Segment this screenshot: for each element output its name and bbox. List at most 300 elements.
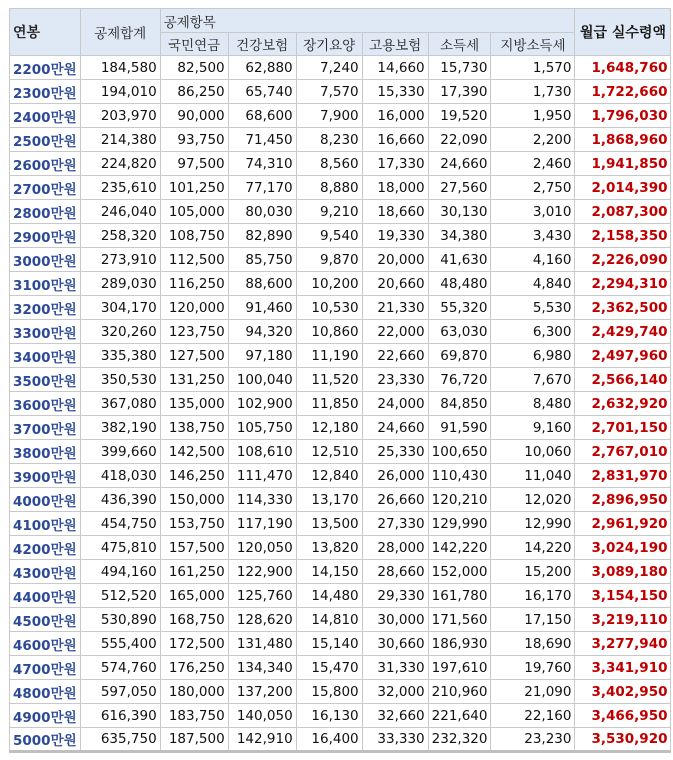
longterm-care-cell: 8,880 xyxy=(296,176,362,200)
table-row xyxy=(10,104,671,128)
salary-cell: 3500만원 xyxy=(10,368,81,392)
salary-cell: 4600만원 xyxy=(10,632,81,656)
local-income-tax-cell: 2,750 xyxy=(491,176,575,200)
header-longterm-care: 장기요양 xyxy=(296,33,362,56)
income-tax-cell: 186,930 xyxy=(428,632,491,656)
table-row xyxy=(10,512,671,536)
local-income-tax-cell: 3,430 xyxy=(491,224,575,248)
total-deduction-cell: 597,050 xyxy=(80,680,160,704)
income-tax-cell: 76,720 xyxy=(428,368,491,392)
net-monthly-cell: 3,154,150 xyxy=(575,584,671,608)
total-deduction-cell: 184,580 xyxy=(80,56,160,80)
total-deduction-cell: 350,530 xyxy=(80,368,160,392)
table-body xyxy=(10,56,671,752)
local-income-tax-cell: 8,480 xyxy=(491,392,575,416)
longterm-care-cell: 13,170 xyxy=(296,488,362,512)
income-tax-cell: 221,640 xyxy=(428,704,491,728)
local-income-tax-cell: 6,300 xyxy=(491,320,575,344)
employment-insurance-cell: 21,330 xyxy=(362,296,428,320)
total-deduction-cell: 304,170 xyxy=(80,296,160,320)
local-income-tax-cell: 14,220 xyxy=(491,536,575,560)
longterm-care-cell: 12,840 xyxy=(296,464,362,488)
table-header xyxy=(10,9,671,56)
salary-cell: 4700만원 xyxy=(10,656,81,680)
table-row xyxy=(10,344,671,368)
pension-cell: 108,750 xyxy=(160,224,228,248)
header-health: 건강보험 xyxy=(228,33,296,56)
employment-insurance-cell: 28,000 xyxy=(362,536,428,560)
local-income-tax-cell: 21,090 xyxy=(491,680,575,704)
health-insurance-cell: 125,760 xyxy=(228,584,296,608)
header-employment: 고용보험 xyxy=(362,33,428,56)
longterm-care-cell: 7,240 xyxy=(296,56,362,80)
income-tax-cell: 34,380 xyxy=(428,224,491,248)
net-monthly-cell: 3,530,920 xyxy=(575,728,671,752)
salary-cell: 4400만원 xyxy=(10,584,81,608)
salary-deduction-table xyxy=(9,8,671,753)
local-income-tax-cell: 15,200 xyxy=(491,560,575,584)
health-insurance-cell: 142,910 xyxy=(228,728,296,752)
table-row xyxy=(10,128,671,152)
health-insurance-cell: 134,340 xyxy=(228,656,296,680)
pension-cell: 131,250 xyxy=(160,368,228,392)
health-insurance-cell: 94,320 xyxy=(228,320,296,344)
salary-cell: 3900만원 xyxy=(10,464,81,488)
local-income-tax-cell: 19,760 xyxy=(491,656,575,680)
total-deduction-cell: 273,910 xyxy=(80,248,160,272)
employment-insurance-cell: 16,660 xyxy=(362,128,428,152)
table-row xyxy=(10,416,671,440)
pension-cell: 168,750 xyxy=(160,608,228,632)
local-income-tax-cell: 16,170 xyxy=(491,584,575,608)
table-row xyxy=(10,248,671,272)
local-income-tax-cell: 3,010 xyxy=(491,200,575,224)
local-income-tax-cell: 4,160 xyxy=(491,248,575,272)
health-insurance-cell: 131,480 xyxy=(228,632,296,656)
net-monthly-cell: 2,497,960 xyxy=(575,344,671,368)
net-monthly-cell: 2,294,310 xyxy=(575,272,671,296)
total-deduction-cell: 512,520 xyxy=(80,584,160,608)
income-tax-cell: 210,960 xyxy=(428,680,491,704)
table-row xyxy=(10,368,671,392)
total-deduction-cell: 258,320 xyxy=(80,224,160,248)
total-deduction-cell: 475,810 xyxy=(80,536,160,560)
employment-insurance-cell: 28,660 xyxy=(362,560,428,584)
income-tax-cell: 152,000 xyxy=(428,560,491,584)
net-monthly-cell: 3,341,910 xyxy=(575,656,671,680)
income-tax-cell: 91,590 xyxy=(428,416,491,440)
net-monthly-cell: 2,087,300 xyxy=(575,200,671,224)
local-income-tax-cell: 10,060 xyxy=(491,440,575,464)
local-income-tax-cell: 17,150 xyxy=(491,608,575,632)
income-tax-cell: 22,090 xyxy=(428,128,491,152)
income-tax-cell: 63,030 xyxy=(428,320,491,344)
total-deduction-cell: 224,820 xyxy=(80,152,160,176)
employment-insurance-cell: 15,330 xyxy=(362,80,428,104)
table-row xyxy=(10,608,671,632)
salary-cell: 3100만원 xyxy=(10,272,81,296)
longterm-care-cell: 10,200 xyxy=(296,272,362,296)
total-deduction-cell: 555,400 xyxy=(80,632,160,656)
employment-insurance-cell: 22,660 xyxy=(362,344,428,368)
longterm-care-cell: 11,190 xyxy=(296,344,362,368)
health-insurance-cell: 120,050 xyxy=(228,536,296,560)
total-deduction-cell: 235,610 xyxy=(80,176,160,200)
pension-cell: 180,000 xyxy=(160,680,228,704)
local-income-tax-cell: 1,950 xyxy=(491,104,575,128)
longterm-care-cell: 11,520 xyxy=(296,368,362,392)
health-insurance-cell: 62,880 xyxy=(228,56,296,80)
health-insurance-cell: 97,180 xyxy=(228,344,296,368)
salary-cell: 3300만원 xyxy=(10,320,81,344)
health-insurance-cell: 111,470 xyxy=(228,464,296,488)
employment-insurance-cell: 18,000 xyxy=(362,176,428,200)
total-deduction-cell: 367,080 xyxy=(80,392,160,416)
net-monthly-cell: 2,158,350 xyxy=(575,224,671,248)
longterm-care-cell: 14,810 xyxy=(296,608,362,632)
total-deduction-cell: 616,390 xyxy=(80,704,160,728)
income-tax-cell: 142,220 xyxy=(428,536,491,560)
table-row xyxy=(10,584,671,608)
longterm-care-cell: 16,400 xyxy=(296,728,362,752)
total-deduction-cell: 454,750 xyxy=(80,512,160,536)
employment-insurance-cell: 14,660 xyxy=(362,56,428,80)
net-monthly-cell: 3,466,950 xyxy=(575,704,671,728)
longterm-care-cell: 12,180 xyxy=(296,416,362,440)
longterm-care-cell: 13,500 xyxy=(296,512,362,536)
income-tax-cell: 197,610 xyxy=(428,656,491,680)
local-income-tax-cell: 23,230 xyxy=(491,728,575,752)
local-income-tax-cell: 12,990 xyxy=(491,512,575,536)
pension-cell: 90,000 xyxy=(160,104,228,128)
salary-cell: 3800만원 xyxy=(10,440,81,464)
income-tax-cell: 84,850 xyxy=(428,392,491,416)
longterm-care-cell: 8,230 xyxy=(296,128,362,152)
longterm-care-cell: 14,480 xyxy=(296,584,362,608)
net-monthly-cell: 1,648,760 xyxy=(575,56,671,80)
table-row xyxy=(10,176,671,200)
income-tax-cell: 41,630 xyxy=(428,248,491,272)
health-insurance-cell: 137,200 xyxy=(228,680,296,704)
employment-insurance-cell: 30,000 xyxy=(362,608,428,632)
longterm-care-cell: 9,210 xyxy=(296,200,362,224)
longterm-care-cell: 7,570 xyxy=(296,80,362,104)
health-insurance-cell: 65,740 xyxy=(228,80,296,104)
table-row xyxy=(10,296,671,320)
table-row xyxy=(10,728,671,752)
net-monthly-cell: 2,226,090 xyxy=(575,248,671,272)
income-tax-cell: 17,390 xyxy=(428,80,491,104)
pension-cell: 116,250 xyxy=(160,272,228,296)
health-insurance-cell: 91,460 xyxy=(228,296,296,320)
table-row xyxy=(10,440,671,464)
employment-insurance-cell: 24,000 xyxy=(362,392,428,416)
longterm-care-cell: 10,860 xyxy=(296,320,362,344)
employment-insurance-cell: 16,000 xyxy=(362,104,428,128)
table-row xyxy=(10,200,671,224)
employment-insurance-cell: 23,330 xyxy=(362,368,428,392)
income-tax-cell: 48,480 xyxy=(428,272,491,296)
pension-cell: 112,500 xyxy=(160,248,228,272)
net-monthly-cell: 1,722,660 xyxy=(575,80,671,104)
net-monthly-cell: 3,219,110 xyxy=(575,608,671,632)
total-deduction-cell: 335,380 xyxy=(80,344,160,368)
table-row xyxy=(10,152,671,176)
salary-cell: 3000만원 xyxy=(10,248,81,272)
local-income-tax-cell: 11,040 xyxy=(491,464,575,488)
net-monthly-cell: 2,429,740 xyxy=(575,320,671,344)
employment-insurance-cell: 32,660 xyxy=(362,704,428,728)
longterm-care-cell: 12,510 xyxy=(296,440,362,464)
income-tax-cell: 232,320 xyxy=(428,728,491,752)
longterm-care-cell: 15,800 xyxy=(296,680,362,704)
local-income-tax-cell: 22,160 xyxy=(491,704,575,728)
pension-cell: 135,000 xyxy=(160,392,228,416)
health-insurance-cell: 122,900 xyxy=(228,560,296,584)
local-income-tax-cell: 5,530 xyxy=(491,296,575,320)
health-insurance-cell: 108,610 xyxy=(228,440,296,464)
local-income-tax-cell: 18,690 xyxy=(491,632,575,656)
salary-cell: 4000만원 xyxy=(10,488,81,512)
income-tax-cell: 100,650 xyxy=(428,440,491,464)
income-tax-cell: 55,320 xyxy=(428,296,491,320)
total-deduction-cell: 635,750 xyxy=(80,728,160,752)
table-row xyxy=(10,560,671,584)
longterm-care-cell: 13,820 xyxy=(296,536,362,560)
table-row xyxy=(10,632,671,656)
salary-cell: 5000만원 xyxy=(10,728,81,752)
income-tax-cell: 30,130 xyxy=(428,200,491,224)
pension-cell: 123,750 xyxy=(160,320,228,344)
net-monthly-cell: 2,014,390 xyxy=(575,176,671,200)
net-monthly-cell: 2,831,970 xyxy=(575,464,671,488)
table-row xyxy=(10,488,671,512)
table-row xyxy=(10,392,671,416)
income-tax-cell: 110,430 xyxy=(428,464,491,488)
local-income-tax-cell: 1,570 xyxy=(491,56,575,80)
header-income-tax: 소득세 xyxy=(428,33,491,56)
total-deduction-cell: 194,010 xyxy=(80,80,160,104)
local-income-tax-cell: 2,200 xyxy=(491,128,575,152)
salary-cell: 2300만원 xyxy=(10,80,81,104)
health-insurance-cell: 140,050 xyxy=(228,704,296,728)
local-income-tax-cell: 6,980 xyxy=(491,344,575,368)
pension-cell: 161,250 xyxy=(160,560,228,584)
longterm-care-cell: 16,130 xyxy=(296,704,362,728)
net-monthly-cell: 2,362,500 xyxy=(575,296,671,320)
header-deduction-group: 공제항목 xyxy=(160,9,575,33)
pension-cell: 105,000 xyxy=(160,200,228,224)
pension-cell: 176,250 xyxy=(160,656,228,680)
employment-insurance-cell: 33,330 xyxy=(362,728,428,752)
net-monthly-cell: 2,961,920 xyxy=(575,512,671,536)
income-tax-cell: 27,560 xyxy=(428,176,491,200)
longterm-care-cell: 15,140 xyxy=(296,632,362,656)
employment-insurance-cell: 27,330 xyxy=(362,512,428,536)
total-deduction-cell: 399,660 xyxy=(80,440,160,464)
total-deduction-cell: 214,380 xyxy=(80,128,160,152)
pension-cell: 187,500 xyxy=(160,728,228,752)
pension-cell: 183,750 xyxy=(160,704,228,728)
total-deduction-cell: 574,760 xyxy=(80,656,160,680)
income-tax-cell: 120,210 xyxy=(428,488,491,512)
salary-cell: 3700만원 xyxy=(10,416,81,440)
table-row xyxy=(10,680,671,704)
pension-cell: 120,000 xyxy=(160,296,228,320)
total-deduction-cell: 382,190 xyxy=(80,416,160,440)
salary-cell: 4900만원 xyxy=(10,704,81,728)
income-tax-cell: 19,520 xyxy=(428,104,491,128)
total-deduction-cell: 289,030 xyxy=(80,272,160,296)
employment-insurance-cell: 20,000 xyxy=(362,248,428,272)
income-tax-cell: 171,560 xyxy=(428,608,491,632)
total-deduction-cell: 203,970 xyxy=(80,104,160,128)
pension-cell: 138,750 xyxy=(160,416,228,440)
table-row xyxy=(10,272,671,296)
longterm-care-cell: 11,850 xyxy=(296,392,362,416)
longterm-care-cell: 14,150 xyxy=(296,560,362,584)
longterm-care-cell: 9,540 xyxy=(296,224,362,248)
salary-cell: 4200만원 xyxy=(10,536,81,560)
pension-cell: 127,500 xyxy=(160,344,228,368)
employment-insurance-cell: 22,000 xyxy=(362,320,428,344)
local-income-tax-cell: 2,460 xyxy=(491,152,575,176)
employment-insurance-cell: 30,660 xyxy=(362,632,428,656)
salary-cell: 2600만원 xyxy=(10,152,81,176)
net-monthly-cell: 2,767,010 xyxy=(575,440,671,464)
local-income-tax-cell: 4,840 xyxy=(491,272,575,296)
health-insurance-cell: 100,040 xyxy=(228,368,296,392)
health-insurance-cell: 77,170 xyxy=(228,176,296,200)
employment-insurance-cell: 31,330 xyxy=(362,656,428,680)
salary-cell: 2800만원 xyxy=(10,200,81,224)
net-monthly-cell: 2,566,140 xyxy=(575,368,671,392)
employment-insurance-cell: 24,660 xyxy=(362,416,428,440)
employment-insurance-cell: 17,330 xyxy=(362,152,428,176)
total-deduction-cell: 530,890 xyxy=(80,608,160,632)
health-insurance-cell: 80,030 xyxy=(228,200,296,224)
total-deduction-cell: 418,030 xyxy=(80,464,160,488)
header-salary: 연봉 xyxy=(10,9,81,56)
salary-cell: 3200만원 xyxy=(10,296,81,320)
pension-cell: 146,250 xyxy=(160,464,228,488)
header-pension: 국민연금 xyxy=(160,33,228,56)
table-row xyxy=(10,56,671,80)
header-total-deduction: 공제합계 xyxy=(80,9,160,56)
employment-insurance-cell: 26,660 xyxy=(362,488,428,512)
pension-cell: 86,250 xyxy=(160,80,228,104)
health-insurance-cell: 68,600 xyxy=(228,104,296,128)
salary-cell: 3400만원 xyxy=(10,344,81,368)
salary-cell: 4500만원 xyxy=(10,608,81,632)
health-insurance-cell: 105,750 xyxy=(228,416,296,440)
local-income-tax-cell: 12,020 xyxy=(491,488,575,512)
local-income-tax-cell: 7,670 xyxy=(491,368,575,392)
salary-cell: 3600만원 xyxy=(10,392,81,416)
pension-cell: 142,500 xyxy=(160,440,228,464)
table-row xyxy=(10,80,671,104)
income-tax-cell: 129,990 xyxy=(428,512,491,536)
local-income-tax-cell: 1,730 xyxy=(491,80,575,104)
net-monthly-cell: 1,941,850 xyxy=(575,152,671,176)
employment-insurance-cell: 26,000 xyxy=(362,464,428,488)
salary-cell: 2500만원 xyxy=(10,128,81,152)
table-row xyxy=(10,656,671,680)
pension-cell: 93,750 xyxy=(160,128,228,152)
header-net-monthly: 월급 실수령액 xyxy=(575,9,671,56)
net-monthly-cell: 3,089,180 xyxy=(575,560,671,584)
employment-insurance-cell: 18,660 xyxy=(362,200,428,224)
income-tax-cell: 15,730 xyxy=(428,56,491,80)
total-deduction-cell: 494,160 xyxy=(80,560,160,584)
employment-insurance-cell: 25,330 xyxy=(362,440,428,464)
salary-cell: 4300만원 xyxy=(10,560,81,584)
employment-insurance-cell: 32,000 xyxy=(362,680,428,704)
total-deduction-cell: 320,260 xyxy=(80,320,160,344)
net-monthly-cell: 2,896,950 xyxy=(575,488,671,512)
net-monthly-cell: 2,632,920 xyxy=(575,392,671,416)
health-insurance-cell: 128,620 xyxy=(228,608,296,632)
table-row xyxy=(10,224,671,248)
salary-cell: 2200만원 xyxy=(10,56,81,80)
pension-cell: 82,500 xyxy=(160,56,228,80)
pension-cell: 157,500 xyxy=(160,536,228,560)
longterm-care-cell: 7,900 xyxy=(296,104,362,128)
health-insurance-cell: 74,310 xyxy=(228,152,296,176)
salary-cell: 4800만원 xyxy=(10,680,81,704)
salary-cell: 4100만원 xyxy=(10,512,81,536)
pension-cell: 172,500 xyxy=(160,632,228,656)
net-monthly-cell: 1,868,960 xyxy=(575,128,671,152)
income-tax-cell: 24,660 xyxy=(428,152,491,176)
income-tax-cell: 69,870 xyxy=(428,344,491,368)
health-insurance-cell: 114,330 xyxy=(228,488,296,512)
health-insurance-cell: 85,750 xyxy=(228,248,296,272)
longterm-care-cell: 10,530 xyxy=(296,296,362,320)
income-tax-cell: 161,780 xyxy=(428,584,491,608)
total-deduction-cell: 436,390 xyxy=(80,488,160,512)
net-monthly-cell: 2,701,150 xyxy=(575,416,671,440)
salary-cell: 2400만원 xyxy=(10,104,81,128)
net-monthly-cell: 3,402,950 xyxy=(575,680,671,704)
table-row xyxy=(10,320,671,344)
longterm-care-cell: 8,560 xyxy=(296,152,362,176)
net-monthly-cell: 3,277,940 xyxy=(575,632,671,656)
longterm-care-cell: 15,470 xyxy=(296,656,362,680)
employment-insurance-cell: 29,330 xyxy=(362,584,428,608)
salary-cell: 2700만원 xyxy=(10,176,81,200)
pension-cell: 153,750 xyxy=(160,512,228,536)
pension-cell: 150,000 xyxy=(160,488,228,512)
net-monthly-cell: 1,796,030 xyxy=(575,104,671,128)
pension-cell: 165,000 xyxy=(160,584,228,608)
employment-insurance-cell: 20,660 xyxy=(362,272,428,296)
health-insurance-cell: 102,900 xyxy=(228,392,296,416)
total-deduction-cell: 246,040 xyxy=(80,200,160,224)
local-income-tax-cell: 9,160 xyxy=(491,416,575,440)
pension-cell: 101,250 xyxy=(160,176,228,200)
employment-insurance-cell: 19,330 xyxy=(362,224,428,248)
table-row xyxy=(10,464,671,488)
header-local-tax: 지방소득세 xyxy=(491,33,575,56)
net-monthly-cell: 3,024,190 xyxy=(575,536,671,560)
health-insurance-cell: 71,450 xyxy=(228,128,296,152)
salary-cell: 2900만원 xyxy=(10,224,81,248)
longterm-care-cell: 9,870 xyxy=(296,248,362,272)
health-insurance-cell: 117,190 xyxy=(228,512,296,536)
pension-cell: 97,500 xyxy=(160,152,228,176)
table-row xyxy=(10,704,671,728)
